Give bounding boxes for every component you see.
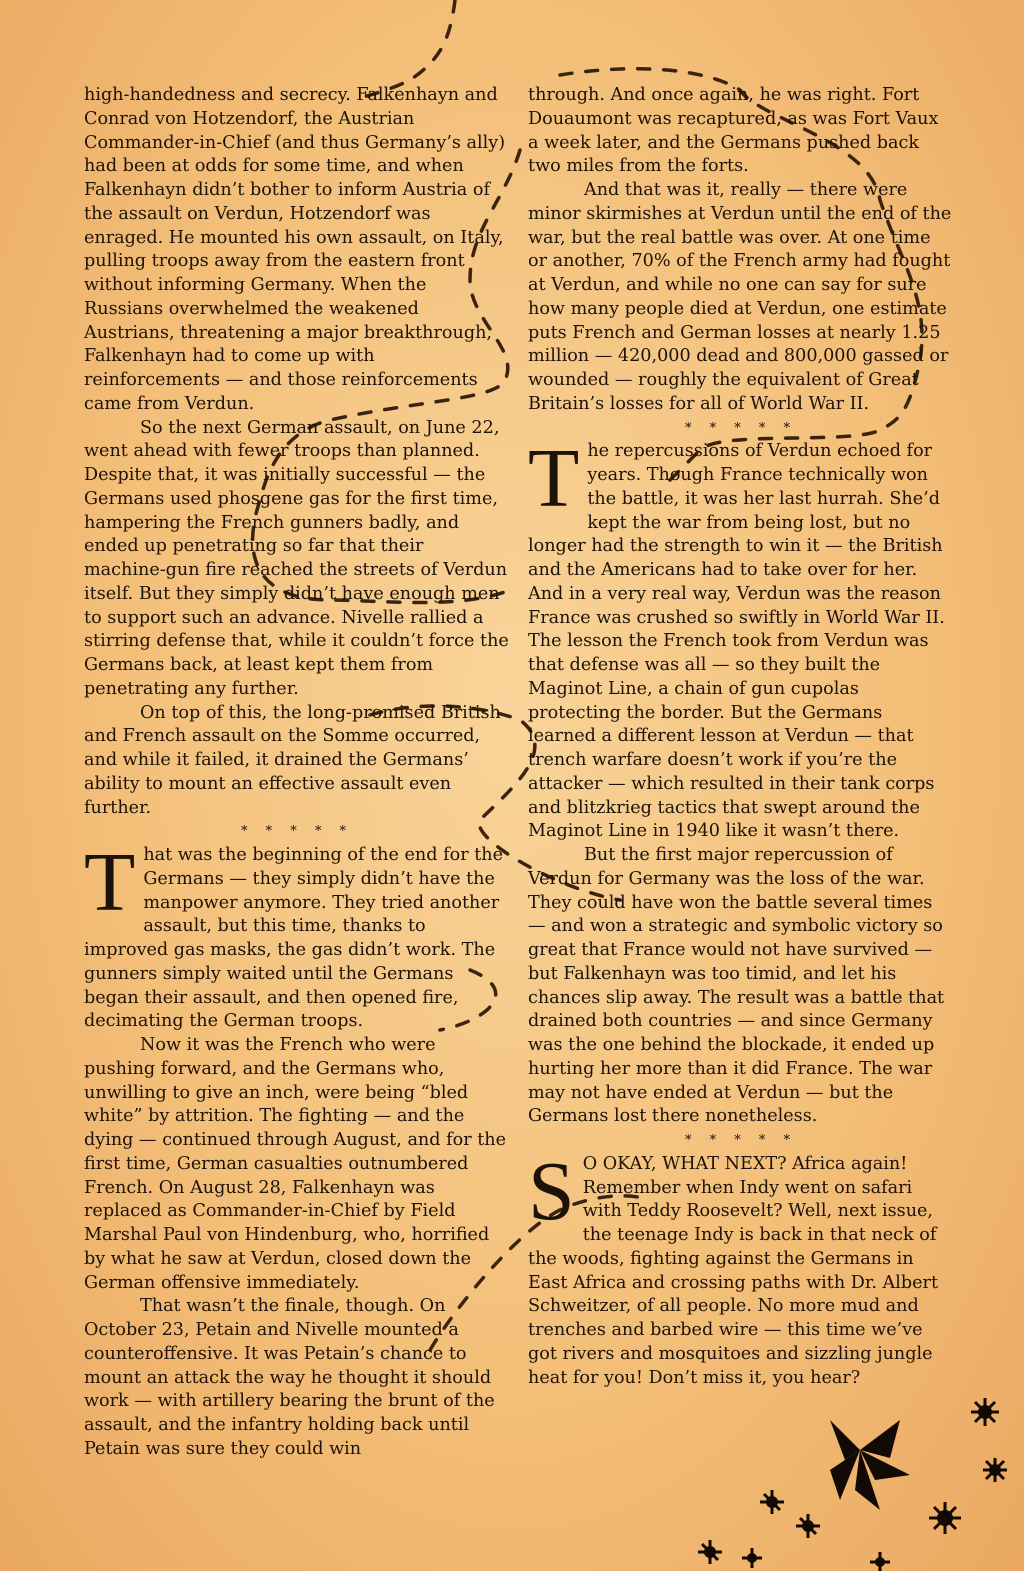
paragraph: through. And once again, he was right. Fort Douaumont was recaptured, as was Fort Vaux a week later, and the Germans pushed back two miles from the forts.	[528, 85, 939, 177]
paragraph: That wasn’t the finale, though. On October 23, Petain and Nivelle mounted a counteroffensive. It was Petain’s chance to mount an attack the way he thought it should work — with artillery bearing the brunt of the assault, and the infantry holding back until Petain was sure they could win	[84, 1296, 495, 1459]
paragraph-with-drop-cap	[528, 432, 954, 844]
section-divider: * * * * *	[684, 1133, 798, 1148]
drop-cap: T	[84, 836, 136, 929]
section-divider: * * * * *	[684, 420, 798, 436]
drop-cap: S	[528, 1144, 575, 1238]
paragraph-text: O OKAY, WHAT NEXT? Africa again! Remember when Indy went on safari with Teddy Roosevelt? Well, next issue, the teenage Indy is back in that neck of the woods, fighting against the Germans in East Africa and crossing paths with Dr. Albert Schweitzer, of all people. No more mud and trenches and barbed wire — this time we’ve got rivers and mosquitoes and sizzling jungle heat for you! Don’t miss it, you hear?	[528, 1153, 939, 1388]
paragraph-with-drop-cap	[84, 836, 510, 1034]
paragraph: And that was it, really — there were minor skirmishes at Verdun until the end of the war, but the real battle was over. At one time or another, 70% of the French army had fought at Verdun, and while no one can say for sure how many people died at Verdun, one estimate puts French and German losses at nearly 1.25 million — 420,000 dead and 800,000 gassed or wounded — roughly the equivalent of Great Britain’s losses for all of World War II.	[528, 180, 952, 414]
paragraph-text: he repercussions of Verdun echoed for years. Though France technically won the battle, it was her last hurrah. She’d kept the war from being lost, but no longer had the strength to win it — the British and the Americans had to take over for her. And in a very real way, Verdun was the reason France was crushed so swiftly in World War II. The lesson the French took from Verdun was that defense was all — so they built the Maginot Line, a chain of gun cupolas protecting the border. But the Germans learned a different lesson at Verdun — that trench warfare doesn’t work if you’re the attacker — which resulted in their tank corps and blitzkrieg tactics that swept around the Maginot Line in 1940 like it wasn’t there.	[528, 441, 945, 842]
left-column	[84, 84, 510, 1462]
paragraph-text: hat was the beginning of the end for the Germans — they simply didn’t have the manpower anymore. They tried another assault, but this time, thanks to improved gas masks, the gas didn’t work. The gunners simply waited until the Germans began their assault, and then opened fire, decimating the German troops.	[84, 845, 504, 1032]
paragraph: Now it was the French who were pushing forward, and the Germans who, unwilling to give an inch, were being “bled white” by attrition. The fighting — and the dying — continued through August, and for the first time, German casualties outnumbered French. On August 28, Falkenhayn was replaced as Commander-in-Chief by Field Marshal Paul von Hindenburg, who, horrified by what he saw at Verdun, closed down the German offensive immediately.	[84, 1035, 507, 1293]
drop-cap: T	[528, 432, 580, 526]
ink-splatter-decoration	[640, 1380, 1024, 1571]
paragraph: But the first major repercussion of Verdun for Germany was the loss of the war. They could have won the battle several times — and won a strategic and symbolic victory so great that France would not have survived — but Falkenhayn was too timid, and let his chances slip away. The result was a battle that drained both countries — and since Germany was the one behind the blockade, it ended up hurting her more than it did France. The war may not have ended at Verdun — but the Germans lost there nonetheless.	[528, 845, 945, 1127]
paragraph: On top of this, the long-promised British and French assault on the Somme occurred, and while it failed, it drained the Germans’ ability to mount an effective assault even further.	[84, 702, 501, 818]
section-divider: * * * * *	[240, 824, 354, 840]
paragraph: So the next German assault, on June 22, went ahead with fewer troops than planned. Despite that, it was initially successful — the Germans used phosgene gas for the first time, hampering the French gunners badly, and ended up penetrating so far that their machine-gun fire reached the streets of Verdun itself. But they simply didn’t have enough men to support such an advance. Nivelle rallied a stirring defense that, while it couldn’t force the Germans back, at least kept them from penetrating any further.	[84, 417, 509, 699]
paragraph: high-handedness and secrecy. Falkenhayn and Conrad von Hotzendorf, the Austrian Commander-in-Chief (and thus Germany’s ally) had been at odds for some time, and when Falkenhayn didn’t bother to inform Austria of the assault on Verdun, Hotzendorf was enraged. He mounted his own assault, on Italy, pulling troops away from the eastern front without informing Germany. When the Russians overwhelmed the weakened Austrians, threatening a major breakthrough, Falkenhayn had to come up with reinforcements — and those reinforcements came from Verdun.	[84, 85, 506, 414]
paragraph-with-drop-cap	[528, 1144, 954, 1391]
right-column	[528, 84, 954, 1390]
